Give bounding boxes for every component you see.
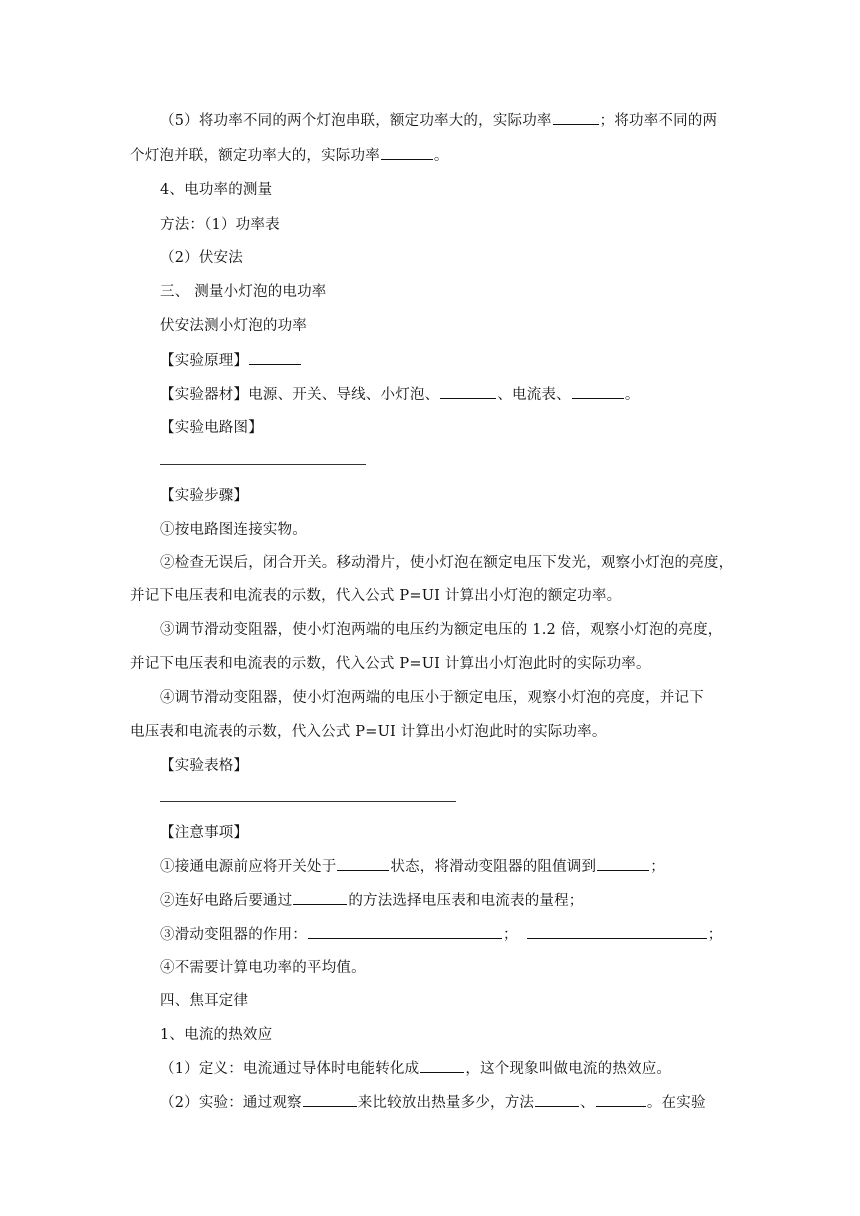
text-line	[160, 924, 722, 945]
fill-blank	[293, 890, 347, 905]
text-segment: ，这个现象叫做电流的热效应。	[465, 1061, 672, 1077]
text-line: ④不需要计算电功率的平均值。	[160, 960, 366, 976]
text-line: 【实验步骤】	[160, 488, 249, 504]
answer-line	[160, 464, 366, 465]
section-heading: 四、焦耳定律	[160, 993, 249, 1009]
text-line	[160, 890, 584, 911]
fill-blank	[308, 924, 502, 939]
fill-blank	[535, 1092, 579, 1107]
fill-blank	[572, 384, 624, 399]
text-line: 1、电流的热效应	[160, 1027, 273, 1043]
fill-blank	[597, 856, 649, 871]
fill-blank	[337, 856, 389, 871]
text-line: 并记下电压表和电流表的示数，代入公式 P=UI 计算出小灯泡此时的实际功率。	[130, 656, 651, 672]
text-segment: 状态，将滑动变阻器的阻值调到	[390, 859, 597, 875]
text-line: 方法：（1）功率表	[160, 217, 280, 233]
text-line: 【实验电路图】	[160, 420, 263, 436]
section-heading: 4、电功率的测量	[160, 182, 273, 198]
text-line: 【注意事项】	[160, 825, 249, 841]
answer-line	[160, 801, 456, 802]
fill-blank	[596, 1092, 646, 1107]
fill-blank	[381, 145, 433, 160]
text-segment: 。	[433, 148, 449, 164]
text-segment: ；	[503, 927, 518, 943]
text-line	[160, 350, 302, 371]
text-segment: 。在实验	[646, 1095, 706, 1111]
fill-blank	[440, 384, 496, 399]
text-line: ④调节滑动变阻器，使小灯泡两端的电压小于额定电压，观察小灯泡的亮度，并记下	[160, 690, 704, 706]
text-segment: 。	[624, 387, 640, 403]
text-segment: 个灯泡并联，额定功率大的，实际功率	[130, 148, 380, 164]
text-segment: ②连好电路后要通过	[160, 893, 293, 909]
text-line-2	[130, 145, 449, 166]
text-line: 电压表和电流表的示数，代入公式 P=UI 计算出小灯泡此时的实际功率。	[130, 724, 607, 740]
text-segment: 、电流表、	[497, 387, 571, 403]
text-line: ①按电路图连接实物。	[160, 522, 307, 538]
text-segment: ③滑动变阻器的作用：	[160, 927, 307, 943]
text-line	[160, 1058, 671, 1079]
fill-blank	[303, 1092, 357, 1107]
text-line: （2）伏安法	[160, 250, 243, 266]
fill-blank	[527, 924, 707, 939]
text-segment: ；将功率不同的两	[599, 113, 718, 129]
text-segment: 、	[580, 1095, 595, 1111]
text-line	[160, 856, 665, 877]
text-segment: （1）定义：电流通过导体时电能转化成	[160, 1061, 420, 1077]
fill-blank	[553, 110, 599, 125]
text-segment: ；	[650, 859, 665, 875]
text-line: ②检查无误后，闭合开关。移动滑片，使小灯泡在额定电压下发光，观察小灯泡的亮度，	[160, 555, 734, 571]
text-line: ③调节滑动变阻器，使小灯泡两端的电压约为额定电压的 1.2 倍，观察小灯泡的亮度，	[160, 622, 723, 638]
text-segment: （5）将功率不同的两个灯泡串联，额定功率大的，实际功率	[160, 113, 552, 129]
text-line: 伏安法测小灯泡的功率	[160, 318, 307, 334]
text-segment: 的方法选择电压表和电流表的量程；	[348, 893, 584, 909]
fill-blank	[420, 1058, 464, 1073]
text-line: 【实验表格】	[160, 758, 249, 774]
text-line: 并记下电压表和电流表的示数，代入公式 P=UI 计算出小灯泡的额定功率。	[130, 588, 622, 604]
text-segment: ；	[707, 927, 723, 943]
text-segment: 来比较放出热量多少，方法	[357, 1095, 535, 1111]
section-heading: 三、 测量小灯泡的电功率	[160, 284, 327, 300]
text-line	[160, 1092, 706, 1113]
text-segment: 【实验器材】电源、开关、导线、小灯泡、	[160, 387, 440, 403]
text-segment: ①接通电源前应将开关处于	[160, 859, 337, 875]
fill-blank	[249, 350, 301, 365]
text-segment: （2）实验：通过观察	[160, 1095, 302, 1111]
text-segment: 【实验原理】	[160, 353, 249, 369]
text-line-1	[160, 110, 717, 131]
text-line	[160, 384, 640, 405]
